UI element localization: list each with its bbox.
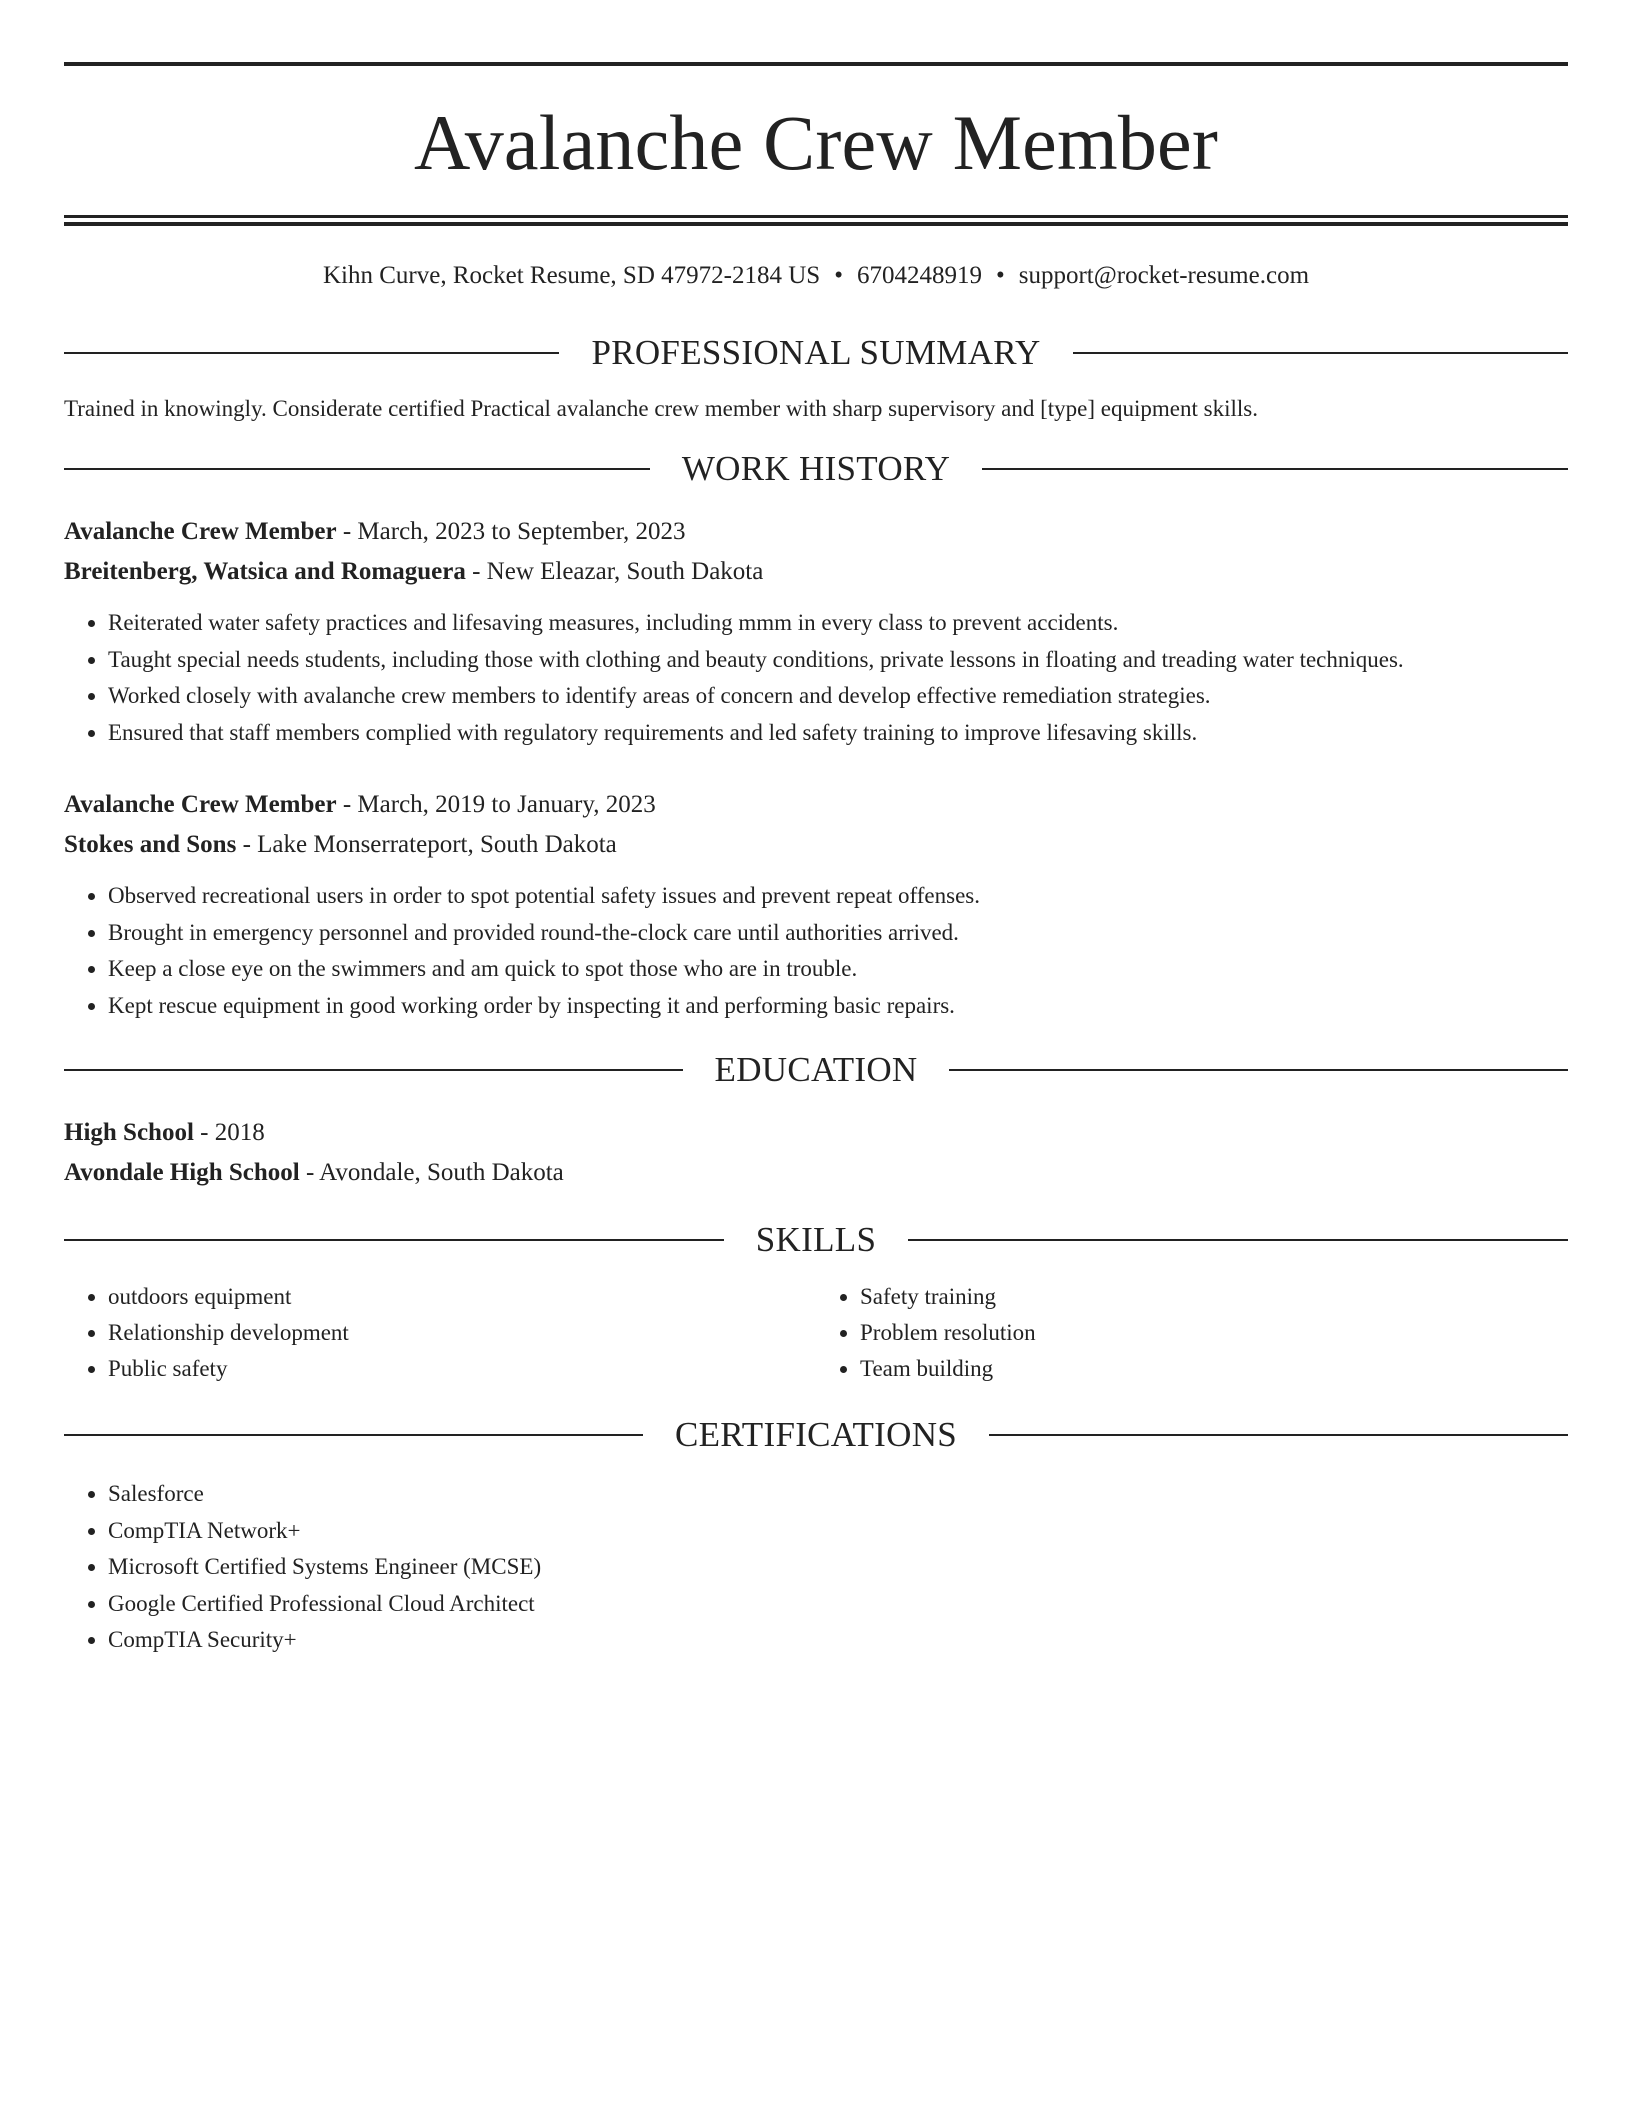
section-divider [989, 1434, 1568, 1436]
section-header-education [64, 1050, 1568, 1090]
contact-email: support@rocket-resume.com [1018, 262, 1310, 289]
education-school-line [64, 1153, 1568, 1193]
contact-line [64, 261, 1568, 291]
contact-address: Kihn Curve, Rocket Resume, SD 47972-2184 US [322, 262, 821, 289]
section-divider [1073, 352, 1568, 354]
section-title: CERTIFICATIONS [674, 1415, 958, 1455]
skill-item: • Team building [860, 1351, 1568, 1387]
skills-column-right [816, 1279, 1568, 1387]
job-company-line [64, 552, 1568, 592]
skill-item: • Safety training [860, 1279, 1568, 1315]
job-position: Avalanche Crew Member [64, 791, 337, 819]
section-divider [949, 1069, 1568, 1071]
job-title-line [64, 785, 1568, 825]
education-location: - Avondale, South Dakota [299, 1159, 564, 1187]
job-company: Stokes and Sons [64, 831, 237, 859]
contact-separator: • [995, 262, 1005, 289]
section-divider [64, 468, 650, 470]
section-divider [64, 1069, 683, 1071]
job-bullet: • Taught special needs students, including those with clothing and beauty conditions, private lessons in floating and treading water techniques. [108, 642, 1568, 679]
job-company: Breitenberg, Watsica and Romaguera [64, 558, 466, 586]
certification-item: • Microsoft Certified Systems Engineer (MCSE) [108, 1549, 1568, 1586]
section-header-certifications [64, 1415, 1568, 1455]
section-header-work-history [64, 449, 1568, 489]
skills-list [64, 1279, 1568, 1387]
job-company-line [64, 825, 1568, 865]
education-entry [64, 1113, 1568, 1193]
job-bullet: • Keep a close eye on the swimmers and am quick to spot those who are in trouble. [108, 951, 1568, 988]
contact-separator: • [834, 262, 843, 289]
section-divider [982, 468, 1568, 470]
skill-item: • Public safety [108, 1351, 816, 1387]
job-dates: - March, 2023 to September, 2023 [336, 518, 686, 546]
contact-phone: 6704248919 [856, 262, 982, 289]
certification-item: • CompTIA Security+ [108, 1622, 1568, 1659]
job-bullets [64, 605, 1568, 751]
job-dates: - March, 2019 to January, 2023 [336, 791, 656, 819]
job-bullet: • Ensured that staff members complied with regulatory requirements and led safety training to improve lifesaving skills. [108, 715, 1568, 752]
job-bullet: • Kept rescue equipment in good working order by inspecting it and performing basic repairs. [108, 988, 1568, 1025]
skills-column-left [64, 1279, 816, 1387]
certification-item: • CompTIA Network+ [108, 1513, 1568, 1550]
section-title: WORK HISTORY [681, 449, 951, 489]
section-title: SKILLS [755, 1220, 877, 1260]
job-bullet: • Reiterated water safety practices and lifesaving measures, including mmm in every class to prevent accidents. [108, 605, 1568, 642]
summary-text: Trained in knowingly. Considerate certified Practical avalanche crew member with sharp supervisory and [type] equipment skills. [64, 396, 1258, 421]
certifications-list [64, 1476, 1568, 1659]
job-position: Avalanche Crew Member [64, 518, 337, 546]
job-entry [64, 512, 1568, 751]
certification-item: • Salesforce [108, 1476, 1568, 1513]
job-bullet: • Observed recreational users in order to spot potential safety issues and prevent repeat offenses. [108, 878, 1568, 915]
job-entry [64, 785, 1568, 1024]
education-degree: High School [64, 1119, 194, 1147]
education-year: - 2018 [193, 1119, 265, 1147]
section-header-skills [64, 1220, 1568, 1260]
section-divider [64, 1434, 643, 1436]
section-divider [908, 1239, 1568, 1241]
double-rule [64, 215, 1568, 226]
education-degree-line [64, 1113, 1568, 1153]
section-divider [64, 352, 559, 354]
job-title-line [64, 512, 1568, 552]
skill-item: • Problem resolution [860, 1315, 1568, 1351]
resume-name: Avalanche Crew Member [413, 99, 1219, 186]
skill-item: • Relationship development [108, 1315, 816, 1351]
section-divider [64, 1239, 724, 1241]
top-rule [64, 62, 1568, 66]
job-bullet: • Brought in emergency personnel and provided round-the-clock care until authorities arrived. [108, 915, 1568, 952]
section-title: PROFESSIONAL SUMMARY [591, 333, 1041, 372]
section-header-summary [64, 335, 1568, 370]
skill-item: • outdoors equipment [108, 1279, 816, 1315]
education-school: Avondale High School [64, 1159, 300, 1187]
section-title: EDUCATION [714, 1050, 918, 1090]
job-bullets [64, 878, 1568, 1024]
certification-item: • Google Certified Professional Cloud Architect [108, 1586, 1568, 1623]
job-location: - Lake Monserrateport, South Dakota [236, 831, 617, 859]
job-bullet: • Worked closely with avalanche crew members to identify areas of concern and develop effective remediation strategies. [108, 678, 1568, 715]
job-location: - New Eleazar, South Dakota [465, 558, 764, 586]
